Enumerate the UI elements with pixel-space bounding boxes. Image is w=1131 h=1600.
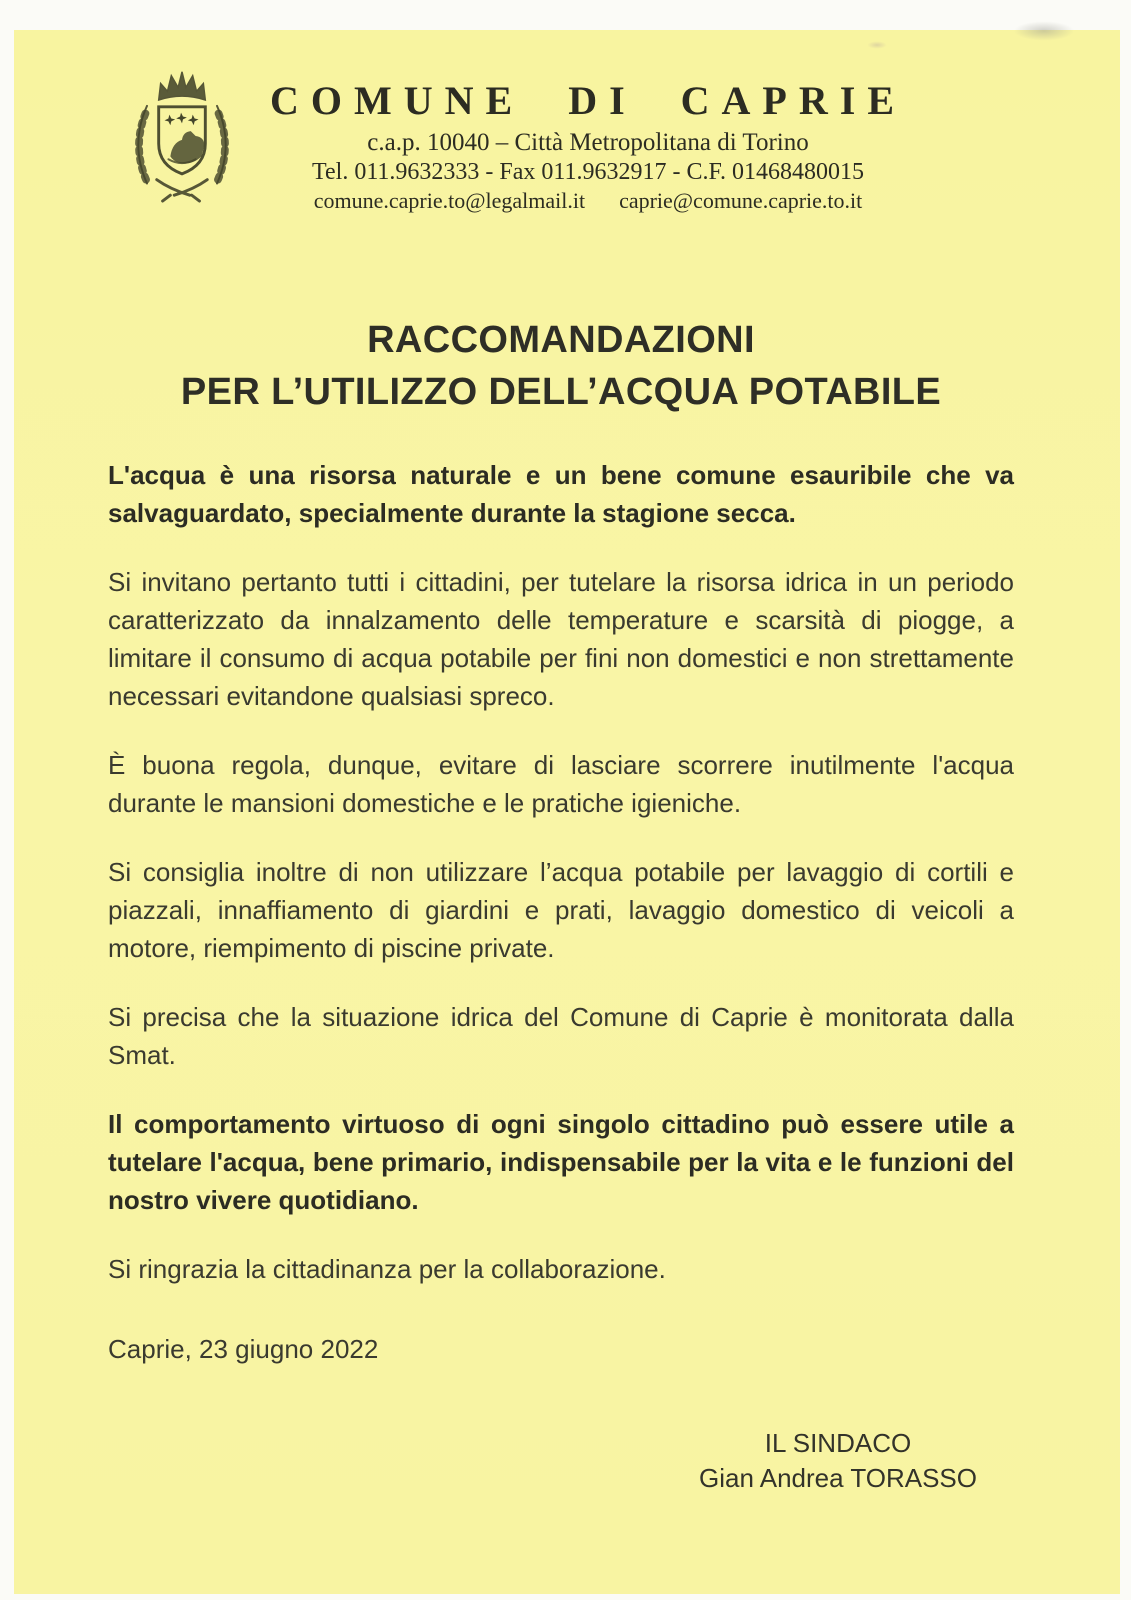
body-paragraph: Il comportamento virtuoso di ogni singolo cittadino può essere utile a tutelare l'acqua, bene primario, indispensabile per la vita e le funzioni del nostro vivere quotidiano.	[108, 1109, 1014, 1215]
document-body	[108, 456, 1014, 1219]
signature-role: IL SINDACO	[764, 1428, 912, 1458]
address-line: c.a.p. 10040 – Città Metropolitana di Torino	[367, 129, 809, 156]
document-title	[108, 314, 1014, 418]
document-title-line1: RACCOMANDAZIONI	[367, 319, 755, 361]
body-paragraph: L'acqua è una risorsa naturale e un bene comune esauribile che va salvaguardato, specialmente durante la stagione secca.	[108, 460, 1014, 528]
body-paragraph: Si precisa che la situazione idrica del Comune di Caprie è monitorata dalla Smat.	[108, 1002, 1014, 1070]
body-paragraph: Si invitano pertanto tutti i cittadini, per tutelare la risorsa idrica in un periodo caratterizzato da innalzamento delle temperature e scarsità di piogge, a limitare il consumo di acqua potabile per fini non domestici e non strettamente necessari evitandone qualsiasi spreco.	[108, 567, 1014, 711]
letterhead	[108, 30, 1014, 258]
signature-name: Gian Andrea TORASSO	[699, 1463, 977, 1493]
place-and-date: Caprie, 23 giugno 2022	[108, 1334, 379, 1364]
email-line	[258, 187, 918, 214]
closing-thanks: Si ringrazia la cittadinanza per la collaborazione.	[108, 1254, 666, 1284]
email-pec: comune.caprie.to@legalmail.it	[313, 188, 586, 213]
scanned-notice-page	[14, 30, 1120, 1594]
contacts-line: Tel. 011.9632333 - Fax 011.9632917 - C.F. 01468480015	[312, 159, 864, 185]
municipality-name: COMUNE DI CAPRIE	[270, 78, 906, 123]
email-main: caprie@comune.caprie.to.it	[619, 188, 863, 213]
municipal-coat-of-arms-icon	[114, 60, 250, 208]
document-title-line2: PER L’UTILIZZO DELL’ACQUA POTABILE	[180, 371, 942, 413]
body-paragraph: È buona regola, dunque, evitare di lasciare scorrere inutilmente l'acqua durante le mansioni domestiche e le pratiche igieniche.	[108, 750, 1014, 818]
signature-block	[668, 1426, 1008, 1496]
body-paragraph: Si consiglia inoltre di non utilizzare l’acqua potabile per lavaggio di cortili e piazzali, innaffiamento di giardini e prati, lavaggio domestico di veicoli a motore, riempimento di piscine private.	[108, 857, 1014, 963]
